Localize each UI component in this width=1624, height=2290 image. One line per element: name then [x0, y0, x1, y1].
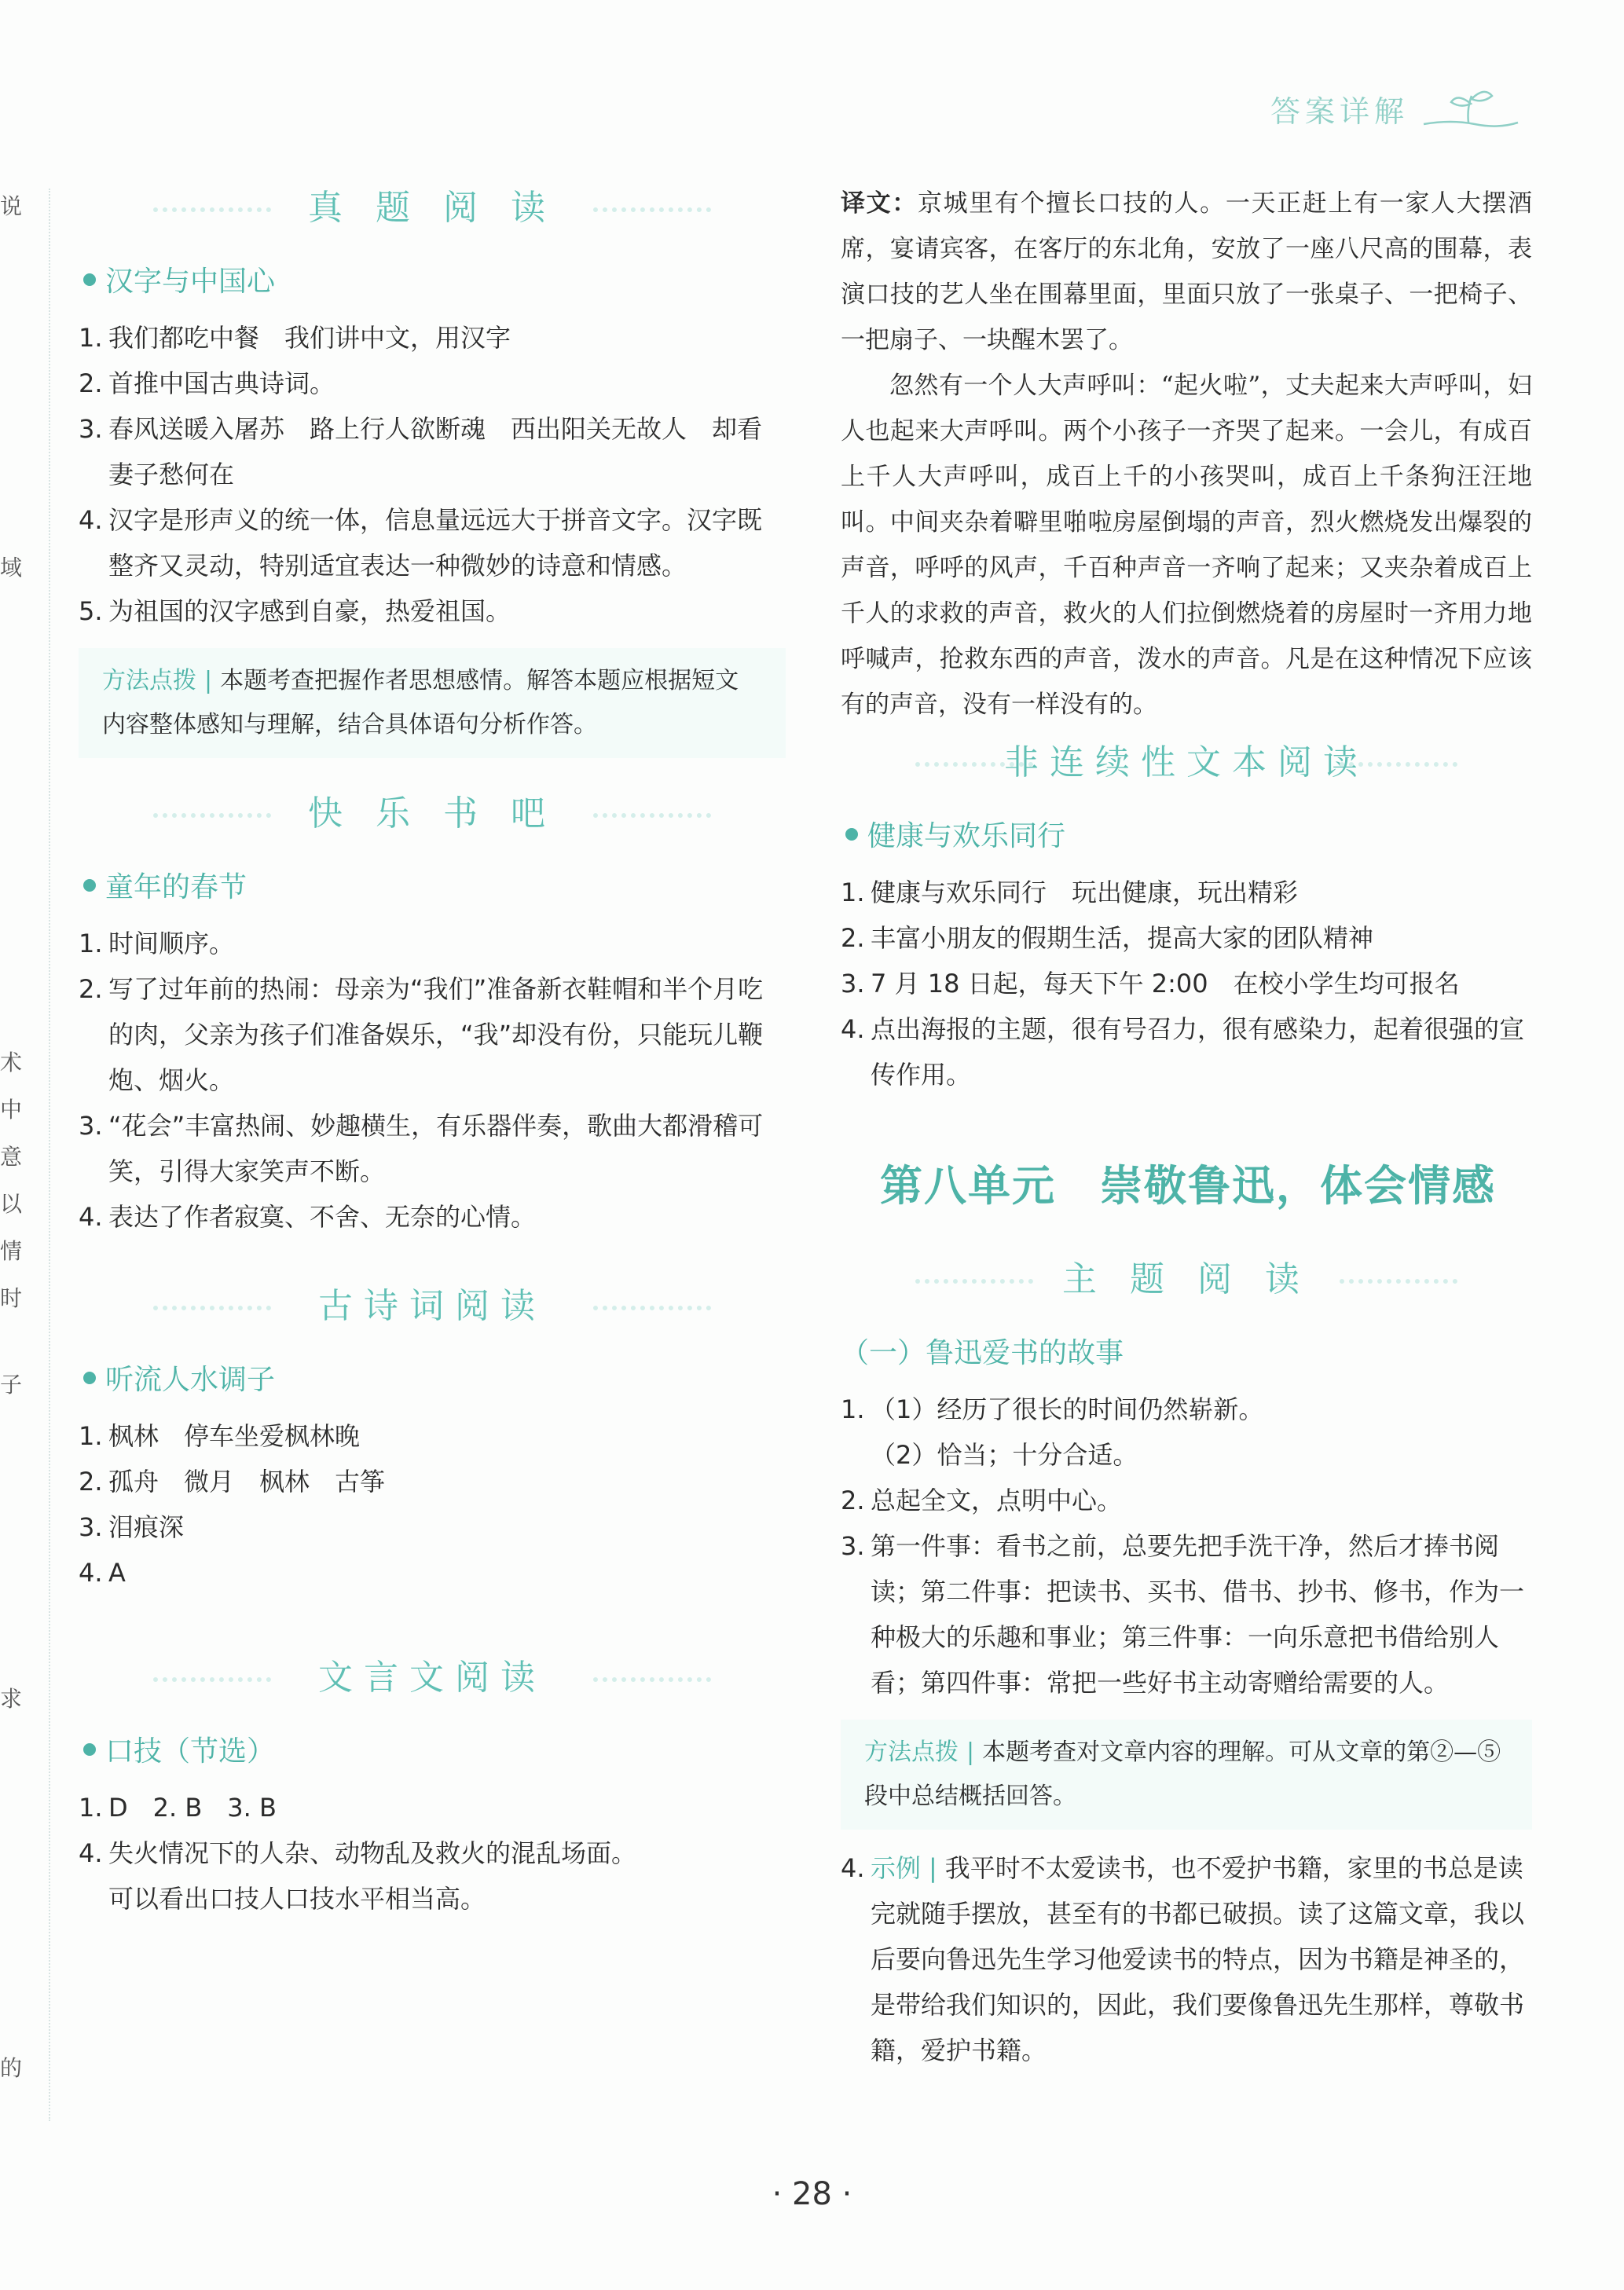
- answer-number: 4.: [841, 1014, 865, 1044]
- example-label: 示例: [871, 1853, 922, 1883]
- answer-number: 3.: [79, 414, 103, 444]
- bullet-dot-icon: [83, 1743, 96, 1756]
- answer-text: 表达了作者寂寞、不舍、无奈的心情。: [108, 1202, 537, 1232]
- answer-item: [841, 1845, 1532, 2073]
- subsection-label: 健康与欢乐同行: [867, 820, 1066, 852]
- answer-text: 泪痕深: [108, 1512, 185, 1542]
- subsection-heading: [83, 1358, 786, 1398]
- section-title: 快 乐 书 吧: [79, 786, 786, 841]
- subsection-heading: [845, 814, 1532, 854]
- answer-text: “花会”丰富热闹、妙趣横生，有乐器伴奏，歌曲大都滑稽可笑，引得大家笑声不断。: [108, 1111, 764, 1186]
- page-number: · 28 ·: [772, 2176, 852, 2212]
- answer-number: 1.: [79, 1421, 103, 1451]
- column-divider: [49, 189, 50, 2121]
- subsection-label: 童年的春节: [105, 871, 247, 903]
- answer-item: [79, 1550, 786, 1596]
- subsection-heading: [83, 865, 786, 905]
- section-title: 古诗词阅读: [79, 1279, 786, 1334]
- answer-text: A: [108, 1558, 126, 1588]
- answer-number: 4.: [841, 1853, 865, 1883]
- answer-number: 3.: [79, 1111, 103, 1141]
- answer-number: 4.: [79, 1838, 103, 1868]
- answer-number: 1.: [841, 1394, 865, 1424]
- edge-char: 域: [0, 555, 23, 581]
- answer-text: 汉字是形声义的统一体，信息量远远大于拼音文字。汉字既整齐又灵动，特别适宜表达一种微妙的诗意和情感。: [108, 505, 763, 581]
- answer-text: （1）经历了很长的时间仍然崭新。: [871, 1394, 1264, 1424]
- answer-item: [841, 1006, 1532, 1097]
- left-column: [79, 181, 786, 1922]
- tip-label: 方法点拨: [864, 1739, 959, 1766]
- right-column: [841, 181, 1532, 2073]
- answer-item: [79, 315, 786, 361]
- subsection-label: 听流人水调子: [105, 1364, 276, 1396]
- answer-text: 写了过年前的热闹：母亲为“我们”准备新衣鞋帽和半个月吃的肉，父亲为孩子们准备娱乐，“我”却没有份，只能玩儿鞭炮、烟火。: [108, 974, 764, 1095]
- answer-list: [79, 315, 786, 634]
- answer-number: 3.: [841, 969, 865, 998]
- answer-item: [841, 915, 1532, 961]
- answer-number: 1.: [79, 323, 103, 353]
- edge-char: 中: [0, 1097, 23, 1123]
- subsection-label: 口技（节选）: [105, 1735, 276, 1768]
- edge-char: 术: [0, 1050, 23, 1075]
- edge-char: 意: [0, 1144, 23, 1170]
- method-tip: 方法点拨 | 本题考查对文章内容的理解。可从文章的第②—⑤段中总结概括回答。: [841, 1720, 1532, 1830]
- answer-text: 为祖国的汉字感到自豪，热爱祖国。: [108, 596, 511, 626]
- edge-char: 求: [0, 1686, 23, 1712]
- translation-paragraph: [841, 181, 1532, 363]
- header-title: 答案详解: [1270, 93, 1409, 129]
- answer-text: 健康与欢乐同行 玩出健康，玩出精彩: [871, 878, 1299, 907]
- subsection-heading: [83, 1729, 786, 1769]
- edge-char: 子: [0, 1372, 23, 1398]
- answer-item: [841, 870, 1532, 915]
- bullet-dot-icon: [83, 879, 96, 892]
- page-header: [1270, 85, 1522, 132]
- answer-text: 丰富小朋友的假期生活，提高大家的团队精神: [871, 923, 1374, 953]
- answer-number: 1.: [841, 878, 865, 907]
- example-text: 我平时不太爱读书，也不爱护书籍，家里的书总是读完就随手摆放，甚至有的书都已破损。读了这篇文章，我以后要向鲁迅先生学习他爱读书的特点，因为书籍是神圣的，是带给我们知识的，因此，我们要像鲁迅先生那样，尊敬书籍，爱护书籍。: [871, 1853, 1525, 2065]
- section-title: 真 题 阅 读: [79, 181, 786, 236]
- answer-number: 5.: [79, 596, 103, 626]
- answer-item: [79, 921, 786, 966]
- edge-char: 说: [0, 193, 23, 219]
- answer-list: [79, 1785, 786, 1922]
- tip-text: 本题考查对文章内容的理解。可从文章的第②—⑤段中总结概括回答。: [864, 1739, 1501, 1810]
- unit-title: 第八单元 崇敬鲁迅，体会情感: [880, 1161, 1496, 1211]
- answer-text: 总起全文，点明中心。: [871, 1486, 1123, 1515]
- answer-text: 首推中国古典诗词。: [108, 368, 335, 398]
- edge-char: 以: [0, 1191, 23, 1217]
- edge-char: 情: [0, 1238, 23, 1264]
- sprout-icon: [1420, 85, 1522, 132]
- tip-label: 方法点拨: [102, 667, 196, 694]
- answer-text: 时间顺序。: [108, 929, 235, 958]
- answer-number: 2.: [79, 974, 103, 1004]
- bullet-dot-icon: [83, 1372, 96, 1384]
- answer-number: 1.: [79, 1793, 103, 1823]
- answer-item: [79, 406, 786, 497]
- answer-text: 第一件事：看书之前，总要先把手洗干净，然后才捧书阅读；第二件事：把读书、买书、借书、抄书、修书，作为一种极大的乐趣和事业；第三件事：一向乐意把书借给别人看；第四件事：常把一些好书主动寄赠给需要的人。: [871, 1531, 1525, 1698]
- edge-char: 时: [0, 1285, 23, 1311]
- answer-item: [79, 361, 786, 406]
- answer-number: 4.: [79, 1558, 103, 1588]
- answer-text: 失火情况下的人杂、动物乱及救火的混乱场面。: [108, 1838, 637, 1868]
- answer-item: [79, 1413, 786, 1459]
- tip-text: 本题考查把握作者思想感情。解答本题应根据短文内容整体感知与理解，结合具体语句分析作答。: [102, 667, 739, 738]
- answer-item: [79, 1830, 786, 1876]
- answer-item: [79, 588, 786, 634]
- answer-text: 我们都吃中餐 我们讲中文，用汉字: [108, 323, 511, 353]
- answer-item: [841, 961, 1532, 1006]
- answer-text: 点出海报的主题，很有号召力，很有感染力，起着很强的宣传作用。: [871, 1014, 1525, 1090]
- answer-text: 孤舟 微月 枫林 古筝: [108, 1467, 386, 1497]
- answer-list: [841, 870, 1532, 1097]
- answer-item: [79, 966, 786, 1103]
- subsection-heading: （一）鲁迅爱书的故事: [841, 1337, 1124, 1369]
- translation-text: 京城里有个擅长口技的人。一天正赶上有一家人大摆酒席，宴请宾客，在客厅的东北角，安放了一座八尺高的围幕，表演口技的艺人坐在围幕里面，里面只放了一张桌子、一把椅子、一把扇子、一块醒木罢了。: [841, 189, 1533, 354]
- answer-continuation: 可以看出口技人口技水平相当高。: [108, 1884, 486, 1914]
- subsection-heading: [83, 259, 786, 299]
- answer-text: 7 月 18 日起，每天下午 2:00 在校小学生均可报名: [871, 969, 1460, 998]
- answer-number: 2.: [79, 1467, 103, 1497]
- answer-continuation: （2）恰当；十分合适。: [871, 1440, 1138, 1470]
- answer-number: 2.: [79, 368, 103, 398]
- answer-number: 4.: [79, 505, 103, 535]
- answer-item: [841, 1523, 1532, 1706]
- edge-char: 的: [0, 2055, 23, 2081]
- answer-text: 示例 | 我平时不太爱读书，也不爱护书籍，家里的书总是读完就随手摆放，甚至有的书都已破损。读了这篇文章，我以后要向鲁迅先生学习他爱读书的特点，因为书籍是神圣的，是带给我们知识的，因此，我们要像鲁迅先生那样，尊敬书籍，爱护书籍。: [871, 1853, 1525, 2065]
- section-title: 非连续性文本阅读: [841, 735, 1532, 790]
- answer-item: [79, 1194, 786, 1240]
- translation-paragraph: 忽然有一个人大声呼叫：“起火啦”，丈夫起来大声呼叫，妇人也起来大声呼叫。两个小孩子一齐哭了起来。一会儿，有成百上千人大声呼叫，成百上千的小孩哭叫，成百上千条狗汪汪地叫。中间夹杂着噼里啪啦房屋倒塌的声音，烈火燃烧发出爆裂的声音，呼呼的风声，千百种声音一齐响了起来；又夹杂着成百上千人的求救的声音，救火的人们拉倒燃烧着的房屋时一齐用力地呼喊声，抢救东西的声音，泼水的声音。凡是在这种情况下应该有的声音，没有一样没有的。: [841, 372, 1532, 719]
- answer-list: [79, 1413, 786, 1596]
- answer-text: 春风送暖入屠苏 路上行人欲断魂 西出阳关无故人 却看妻子愁何在: [108, 414, 763, 489]
- answer-number: 2.: [841, 1486, 865, 1515]
- section-title: 文言文阅读: [79, 1651, 786, 1706]
- answer-item: [841, 1387, 1532, 1432]
- answer-number: 4.: [79, 1202, 103, 1232]
- answer-item: [79, 497, 786, 588]
- answer-item: [841, 1478, 1532, 1523]
- answer-list: [79, 921, 786, 1240]
- answer-item: [79, 1504, 786, 1550]
- translation-label: 译文：: [841, 189, 918, 218]
- answer-number: 1.: [79, 929, 103, 958]
- bullet-dot-icon: [83, 273, 96, 286]
- answer-text: 枫林 停车坐爱枫林晚: [108, 1421, 361, 1451]
- section-title: 主 题 阅 读: [841, 1252, 1532, 1307]
- answer-item: [79, 1459, 786, 1504]
- answer-number: 3.: [841, 1531, 865, 1561]
- answer-number: 3.: [79, 1512, 103, 1542]
- answer-number: 2.: [841, 923, 865, 953]
- answer-item: [79, 1785, 786, 1830]
- subsection-label: 汉字与中国心: [105, 266, 276, 298]
- answer-text: D 2. B 3. B: [108, 1793, 277, 1823]
- bullet-dot-icon: [845, 828, 858, 841]
- answer-item: [79, 1103, 786, 1194]
- method-tip: 方法点拨 | 本题考查把握作者思想感情。解答本题应根据短文内容整体感知与理解，结合具体语句分析作答。: [79, 648, 786, 758]
- answer-list: [841, 1387, 1532, 1706]
